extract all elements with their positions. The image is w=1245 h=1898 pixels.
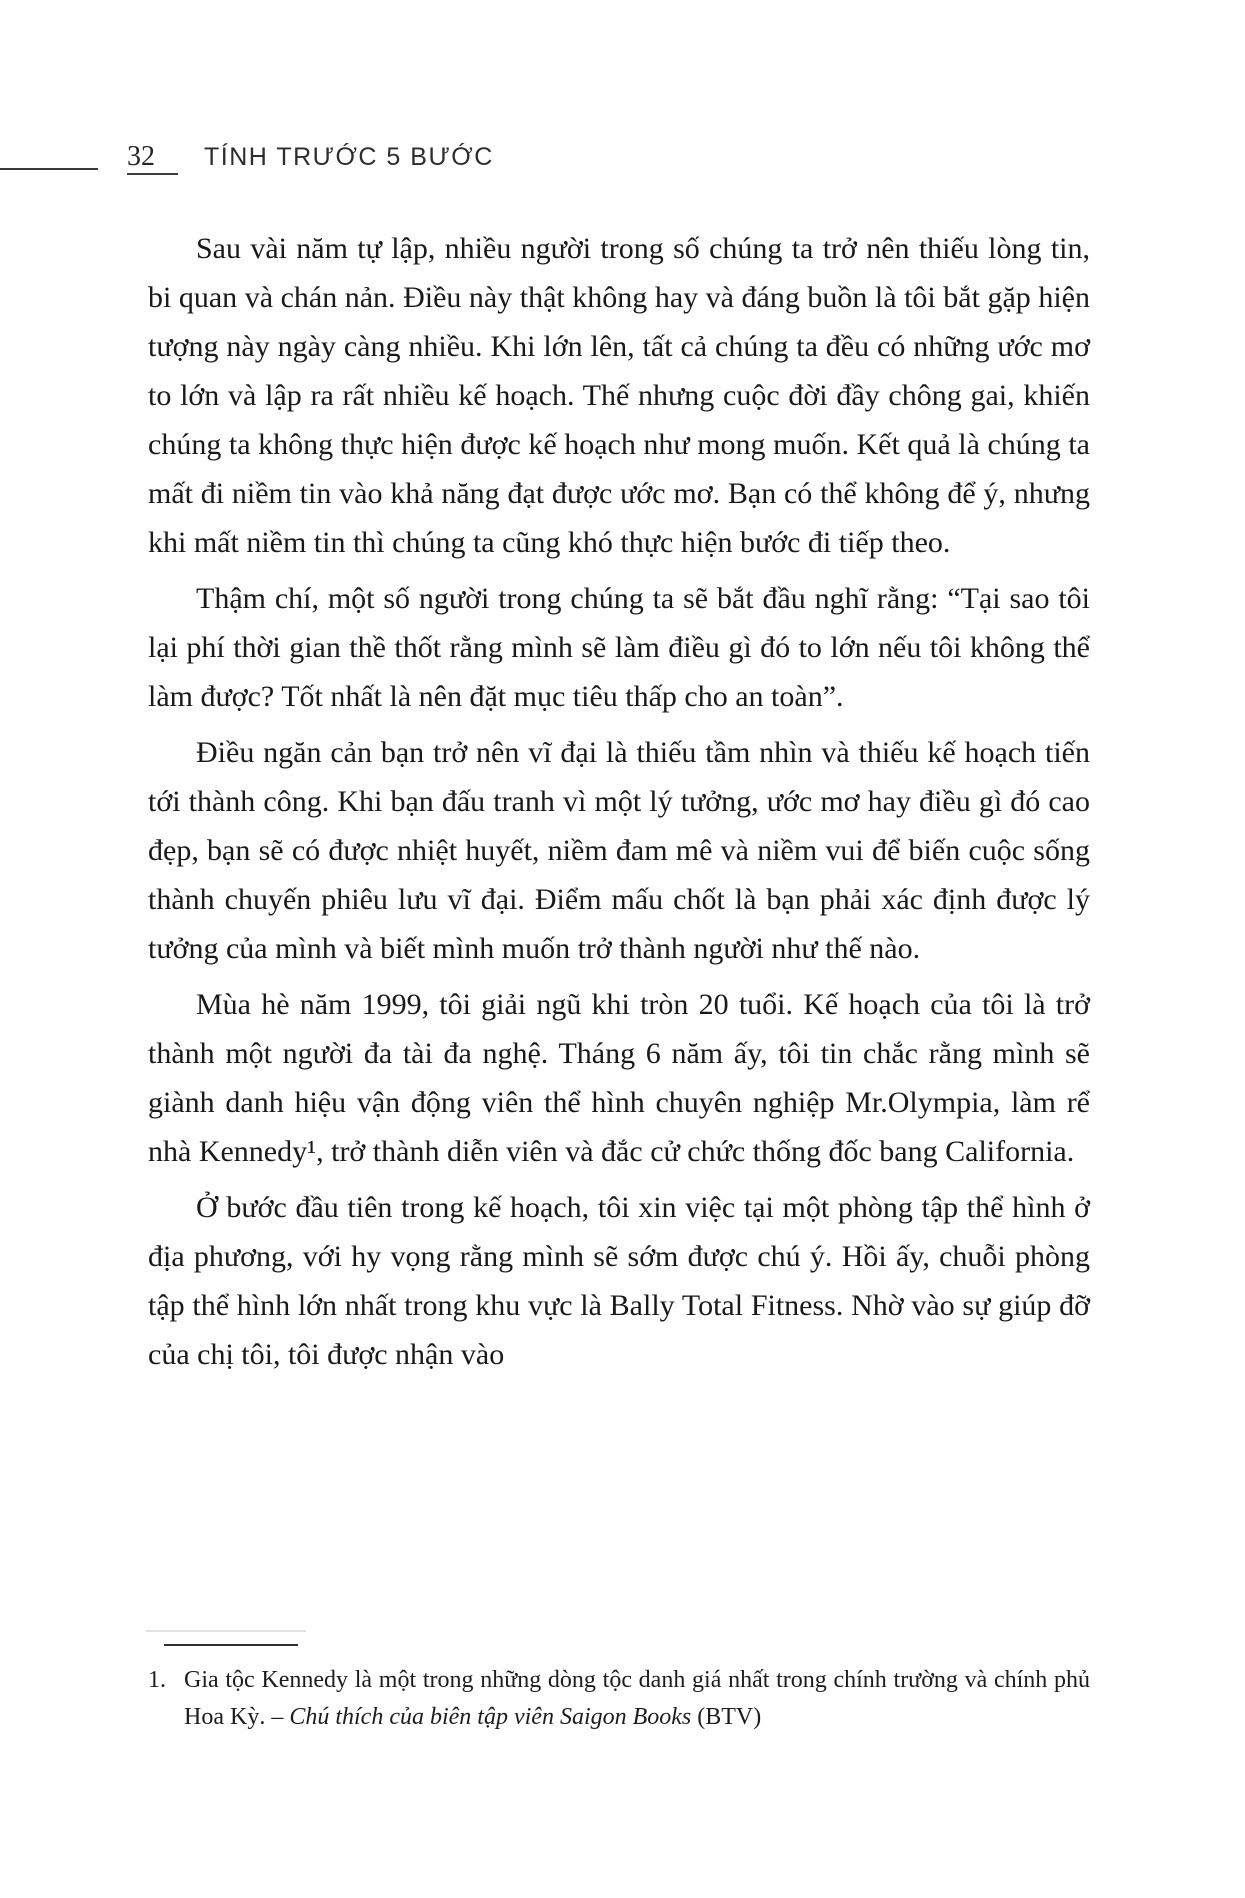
body-paragraph: Thậm chí, một số người trong chúng ta sẽ bắt đầu nghĩ rằng: “Tại sao tôi lại phí thời gian thề thốt rằng mình sẽ làm điều gì đó to lớn nếu tôi không thể làm được? Tốt nhất là nên đặt mục tiêu thấp cho an toàn”. [148, 582, 1090, 713]
body-paragraph: Ở bước đầu tiên trong kế hoạch, tôi xin việc tại một phòng tập thể hình ở địa phương, với hy vọng rằng mình sẽ sớm được chú ý. Hồi ấy, chuỗi phòng tập thể hình lớn nhất trong khu vực là Bally Total Fitness. Nhờ vào sự giúp đỡ của chị tôi, tôi được nhận vào [148, 1191, 1090, 1371]
footnote-text-italic: Chú thích của biên tập viên Saigon Books [289, 1704, 692, 1730]
footnote-separator [164, 1644, 298, 1646]
body-paragraph: Điều ngăn cản bạn trở nên vĩ đại là thiếu tầm nhìn và thiếu kế hoạch tiến tới thành công. Khi bạn đấu tranh vì một lý tưởng, ước mơ hay điều gì đó cao đẹp, bạn sẽ có được nhiệt huyết, niềm đam mê và niềm vui để biến cuộc sống thành chuyến phiêu lưu vĩ đại. Điểm mấu chốt là bạn phải xác định được lý tưởng của mình và biết mình muốn trở thành người như thế nào. [148, 736, 1090, 965]
running-title: TÍNH TRƯỚC 5 BƯỚC [204, 143, 494, 171]
running-header [127, 143, 494, 171]
header-left-rule [0, 168, 98, 170]
footnote-separator-shadow [146, 1630, 306, 1632]
page-number: 32 [127, 141, 155, 172]
footnote [148, 1662, 1090, 1736]
page-number-underline [127, 173, 178, 175]
footnote-text-suffix: (BTV) [691, 1704, 762, 1730]
body-paragraph: Sau vài năm tự lập, nhiều người trong số chúng ta trở nên thiếu lòng tin, bi quan và chán nản. Điều này thật không hay và đáng buồn là tôi bắt gặp hiện tượng này ngày càng nhiều. Khi lớn lên, tất cả chúng ta đều có những ước mơ to lớn và lập ra rất nhiều kế hoạch. Thế nhưng cuộc đời đầy chông gai, khiến chúng ta không thực hiện được kế hoạch như mong muốn. Kết quả là chúng ta mất đi niềm tin vào khả năng đạt được ước mơ. Bạn có thể không để ý, nhưng khi mất niềm tin thì chúng ta cũng khó thực hiện bước đi tiếp theo. [148, 232, 1090, 559]
body-paragraph: Mùa hè năm 1999, tôi giải ngũ khi tròn 20 tuổi. Kế hoạch của tôi là trở thành một người đa tài đa nghệ. Tháng 6 năm ấy, tôi tin chắc rằng mình sẽ giành danh hiệu vận động viên thể hình chuyên nghiệp Mr.Olympia, làm rể nhà Kennedy¹, trở thành diễn viên và đắc cử chức thống đốc bang California. [148, 988, 1090, 1168]
footnote-text [184, 1662, 1090, 1736]
footnote-text-regular: Gia tộc Kennedy là một trong những dòng tộc danh giá nhất trong chính trường và chính phủ Hoa Kỳ. – [184, 1667, 1090, 1730]
footnote-marker: 1. [148, 1667, 166, 1693]
body-text [148, 224, 1090, 1386]
